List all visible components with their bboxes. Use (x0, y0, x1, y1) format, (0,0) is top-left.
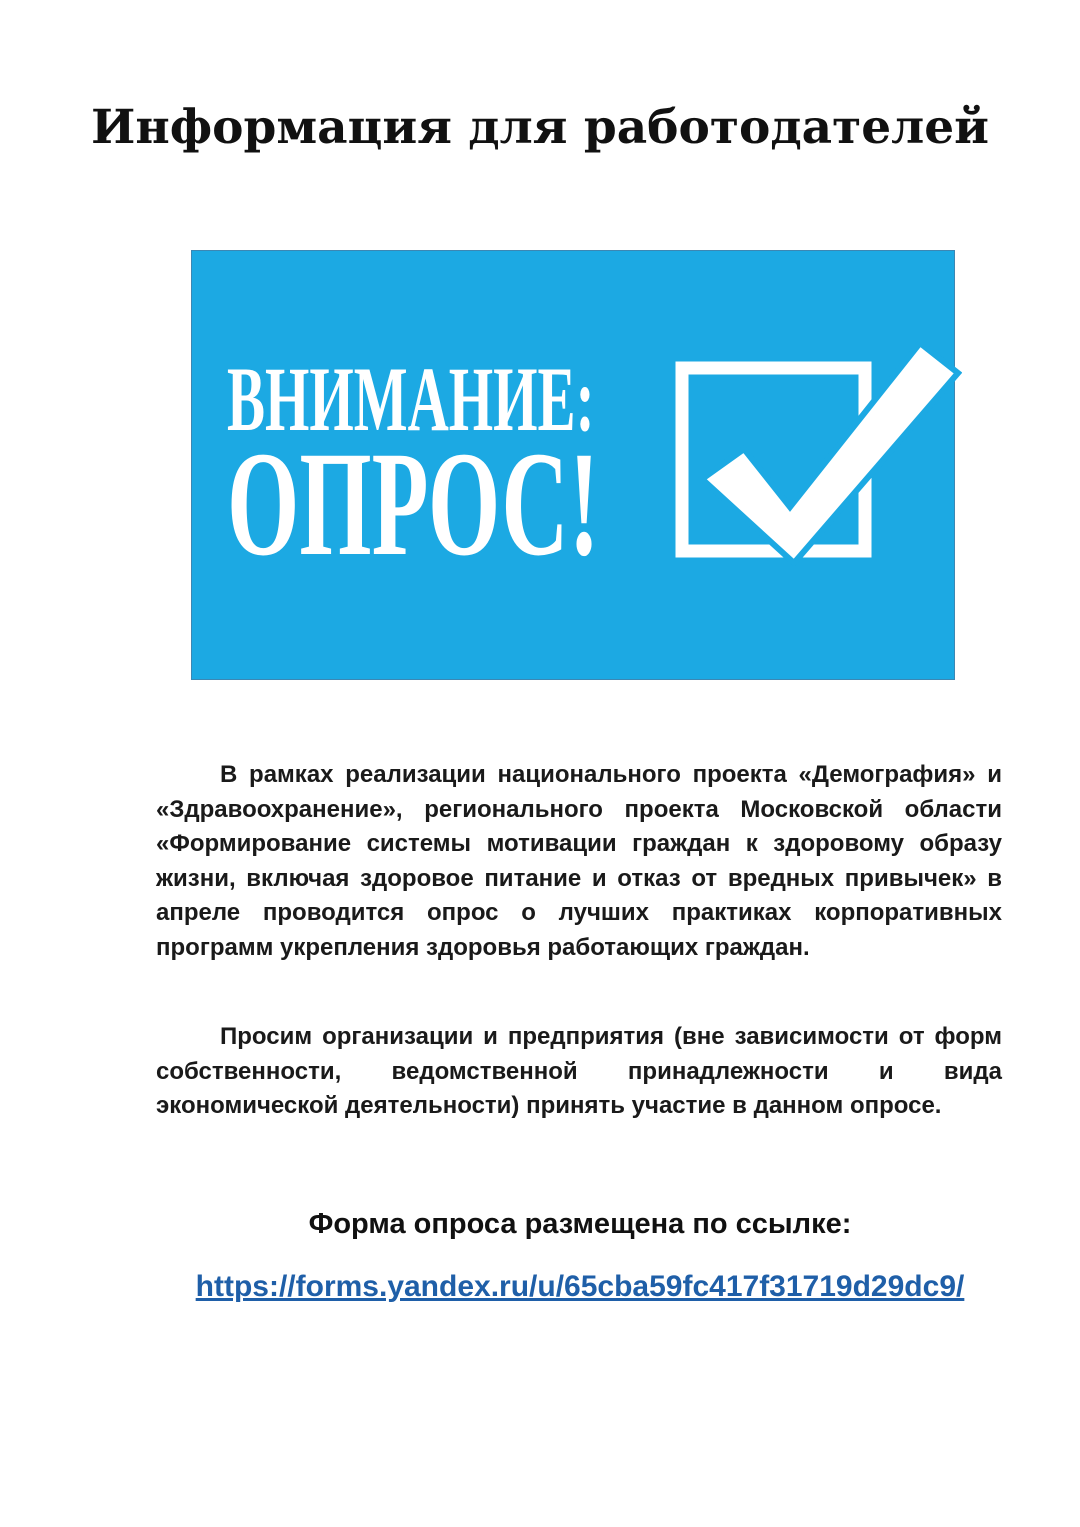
request-paragraph: Просим организации и предприятия (вне зависимости от форм собственности, ведомственной принадлежности и вида экономической деятельности) принять участие в данном опросе. (156, 1023, 1002, 1119)
form-label: Форма опроса размещена по ссылке: (308, 1208, 852, 1240)
banner-survey-text: ОПРОС! (227, 421, 600, 587)
survey-form-link[interactable]: https://forms.yandex.ru/u/65cba59fc417f31719d29dc9/ (195, 1270, 965, 1303)
intro-paragraph: В рамках реализации национального проекта «Демография» и «Здравоохранение», регионального проекта Московской области «Формирование системы мотивации граждан к здоровому образу жизни, включая здоровое питание и отказ от вредных привычек» в апреле проводится опрос о лучших практиках корпоративных программ укрепления здоровья работающих граждан. (156, 761, 1002, 961)
checkbox-check-icon (672, 331, 962, 621)
banner-attention-text: ВНИМАНИЕ: (227, 348, 595, 450)
page-title: Информация для работодателей (90, 100, 990, 155)
survey-banner (191, 250, 955, 680)
